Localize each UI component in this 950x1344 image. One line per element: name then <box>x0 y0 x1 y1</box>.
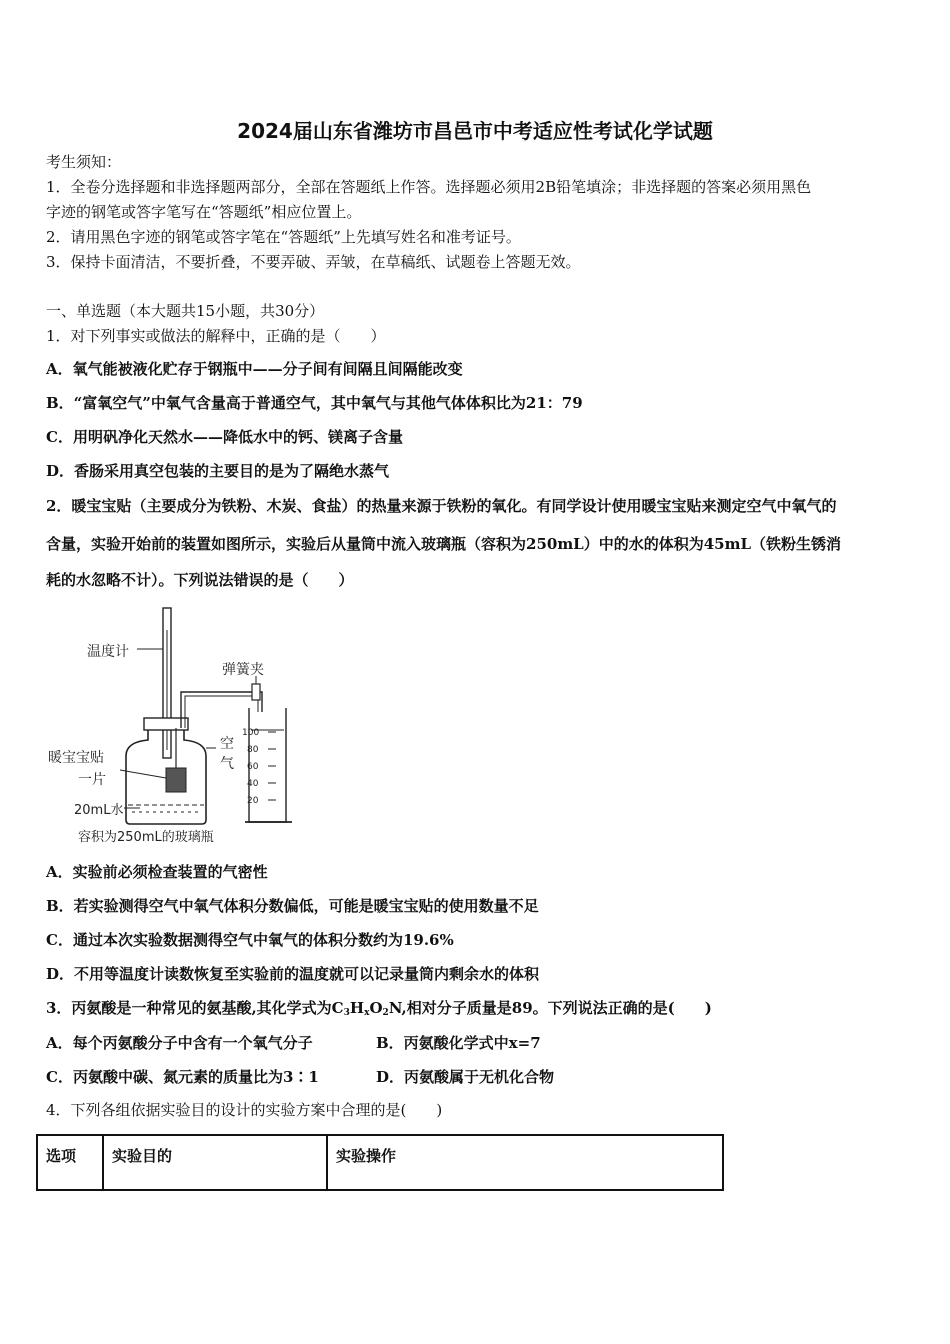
q2-option-a: A．实验前必须检查装置的气密性 <box>46 863 268 881</box>
q2-stem-line-1: 2．暖宝宝贴（主要成分为铁粉、木炭、食盐）的热量来源于铁粉的氧化。有同学设计使用暖宝宝贴来测定空气中氧气的 <box>46 497 837 515</box>
spring-clamp <box>252 684 260 700</box>
q3-h: H <box>349 999 365 1017</box>
tick-label-60: 60 <box>247 762 259 772</box>
q1-option-c: C．用明矾净化天然水——降低水中的钙、镁离子含量 <box>46 428 403 446</box>
water-label: 20mL水 <box>74 803 124 818</box>
connecting-tube-outer <box>181 692 262 728</box>
air-label-1: 空 <box>220 736 234 752</box>
q1-option-d: D．香肠采用真空包装的主要目的是为了隔绝水蒸气 <box>46 462 390 480</box>
q3-option-a: A．每个丙氨酸分子中含有一个氧气分子 <box>46 1034 313 1052</box>
q4-stem: 4．下列各组依据实验目的设计的实验方案中合理的是( ) <box>46 1101 443 1119</box>
clamp-label: 弹簧夹 <box>222 662 264 678</box>
q1-stem: 1．对下列事实或做法的解释中，正确的是（ ） <box>46 327 386 345</box>
q2-stem-line-2: 含量，实验开始前的装置如图所示，实验后从量筒中流入玻璃瓶（容积为250mL）中的水的体积为45mL（铁粉生锈消 <box>46 535 842 553</box>
connecting-tube-inner <box>185 696 258 728</box>
notice-line-3: 3．保持卡面清洁，不要折叠，不要弄破、弄皱，在草稿纸、试题卷上答题无效。 <box>46 253 581 271</box>
pad-leader <box>120 770 166 778</box>
q3-stem-post: N,相对分子质量是89。下列说法正确的是( ) <box>388 999 712 1017</box>
section-heading: 一、单选题（本大题共15小题，共30分） <box>46 302 325 320</box>
pad-label-2: 一片 <box>78 772 106 788</box>
air-label-2: 气 <box>220 756 234 772</box>
q3-o: O <box>369 999 383 1017</box>
q4-table <box>36 1134 724 1191</box>
q3-option-b: B．丙氨酸化学式中x=7 <box>376 1034 541 1052</box>
q3-stem <box>46 999 712 1022</box>
notice-heading: 考生须知： <box>46 153 122 171</box>
warm-pad <box>166 768 186 792</box>
q3-stem-pre: 3．丙氨酸是一种常见的氨基酸,其化学式为C <box>46 999 344 1017</box>
q2-option-c: C．通过本次实验数据测得空气中氧气的体积分数约为19.6% <box>46 931 454 949</box>
q3-sub-x: x <box>364 1008 370 1018</box>
q2-option-d: D．不用等温度计读数恢复至实验前的温度就可以记录量筒内剩余水的体积 <box>46 965 540 983</box>
tick-label-80: 80 <box>247 745 259 755</box>
q4-col-option: 选项 <box>37 1135 103 1190</box>
bottle-label: 容积为250mL的玻璃瓶 <box>78 830 214 845</box>
q1-option-a: A．氧气能被液化贮存于钢瓶中——分子间有间隔且间隔能改变 <box>46 360 463 378</box>
apparatus-figure <box>40 600 320 850</box>
q3-option-c: C．丙氨酸中碳、氮元素的质量比为3∶1 <box>46 1068 319 1086</box>
q2-option-b: B．若实验测得空气中氧气体积分数偏低，可能是暖宝宝贴的使用数量不足 <box>46 897 539 915</box>
notice-line-1b: 字迹的钢笔或答字笔写在“答题纸”相应位置上。 <box>46 203 362 221</box>
thermometer-label: 温度计 <box>87 644 129 660</box>
q2-stem-line-3: 耗的水忽略不计）。下列说法错误的是（ ） <box>46 571 354 589</box>
q1-option-b: B．“富氧空气”中氧气含量高于普通空气，其中氧气与其他气体体积比为21：79 <box>46 394 583 412</box>
notice-line-2: 2．请用黑色字迹的钢笔或答字笔在“答题纸”上先填写姓名和准考证号。 <box>46 228 521 246</box>
q3-option-d: D．丙氨酸属于无机化合物 <box>376 1068 555 1086</box>
pad-label-1: 暖宝宝贴 <box>48 750 104 766</box>
notice-line-1a: 1．全卷分选择题和非选择题两部分，全部在答题纸上作答。选择题必须用2B铅笔填涂；非选择题的答案必须用黑色 <box>46 178 812 196</box>
q4-table-header-row <box>37 1135 723 1190</box>
tick-label-20: 20 <box>247 796 259 806</box>
page-title: 2024届山东省潍坊市昌邑市中考适应性考试化学试题 <box>237 119 713 143</box>
q3-sub-c: 3 <box>343 1008 350 1018</box>
q4-col-purpose: 实验目的 <box>103 1135 327 1190</box>
q3-sub-o: 2 <box>382 1008 389 1018</box>
q4-col-operation: 实验操作 <box>327 1135 723 1190</box>
tick-label-100: 100 <box>242 728 260 738</box>
tick-label-40: 40 <box>247 779 259 789</box>
